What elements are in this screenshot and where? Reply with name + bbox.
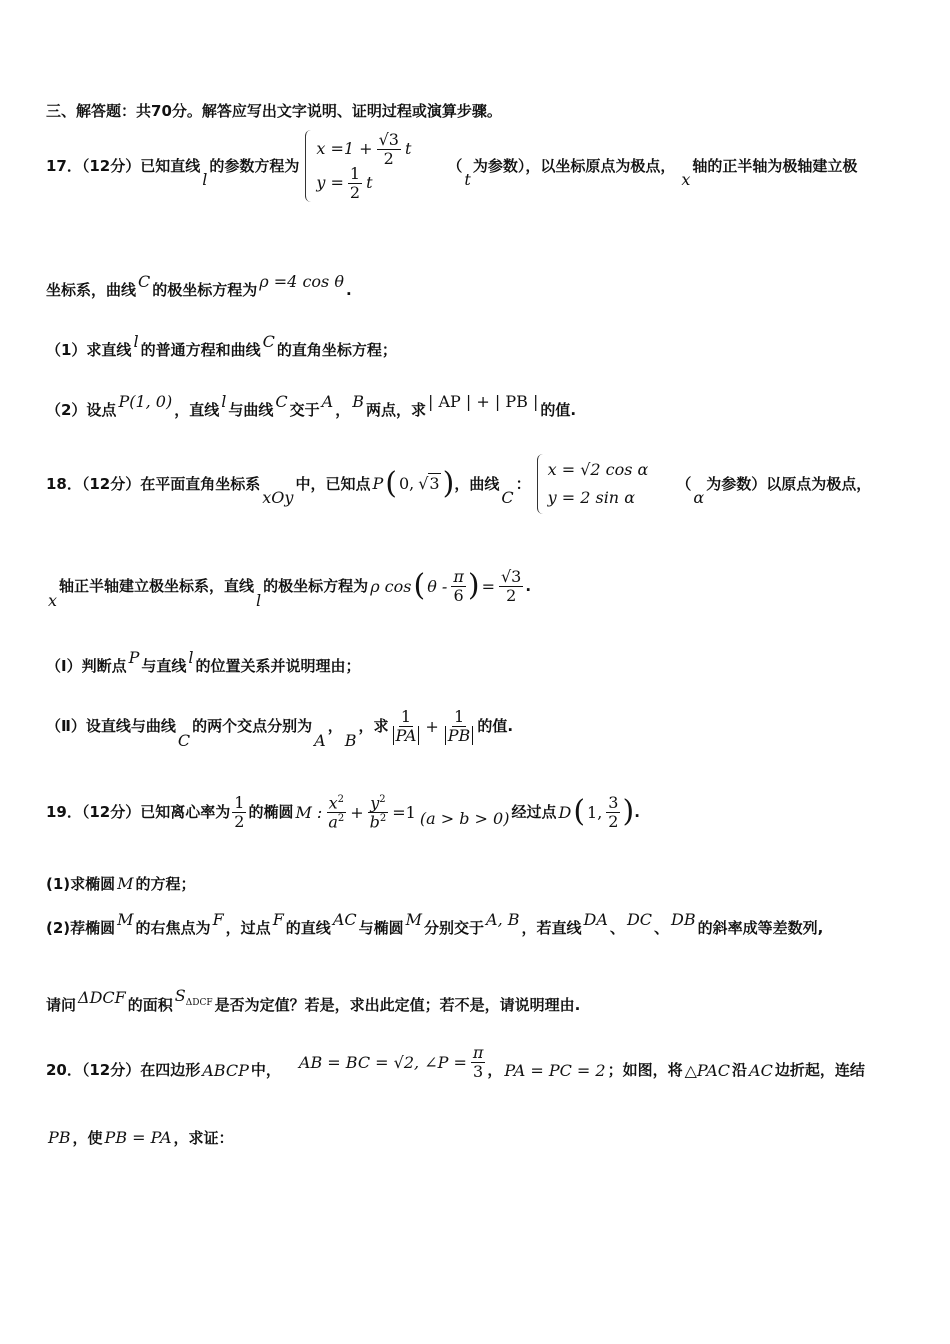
q18-l2-den: 2 <box>506 585 517 605</box>
q19-p3-S-sub: ΔDCF <box>185 998 213 1009</box>
q17-l2-text-c: . <box>345 280 352 299</box>
q17-var-x: x <box>681 170 691 190</box>
q19-condition: (a > b > 0) <box>419 808 510 828</box>
q19-p3-S: S <box>174 986 186 1005</box>
q18-point-P: P <box>372 474 384 494</box>
q19-p2-var-AB: A, B <box>486 910 520 929</box>
q18-l2-paren-open: ( <box>413 568 426 604</box>
q19-p2-text-i: 、 <box>654 918 670 937</box>
q18-sqrt-wrap: √3 <box>418 474 440 494</box>
q19-p2-text-a: (2)荐椭圆 <box>46 918 116 937</box>
q20-var-triangle-PAC: △PAC <box>684 1060 731 1080</box>
q17-frac-sqrt3-2 <box>377 131 401 167</box>
q19-a-sq: 2 <box>337 812 345 824</box>
q17-text-d: 为参数），以坐标原点为极点， <box>472 157 676 175</box>
q18-l2-theta: θ - <box>427 576 448 596</box>
q20-text-b: 中， <box>250 1061 281 1080</box>
q19-p3-text-c: 是否为定值？若是，求出此定值；若不是，请说明理由. <box>214 996 581 1015</box>
q19-p2-var-F: F <box>212 910 224 929</box>
q19-e-num: 1 <box>234 793 245 813</box>
q20-text-d: ；如图，将 <box>607 1061 683 1080</box>
q19-p2-text-j: 的斜率成等差数列, <box>697 918 824 937</box>
q17-p1-text-b: 的普通方程和曲线 <box>140 340 261 359</box>
q19-point-D: D <box>558 802 572 822</box>
q17-p2-var-C: C <box>275 392 288 411</box>
q19-p2-var-M: M <box>117 910 134 929</box>
q18-l2-frac-sqrt3-2 <box>499 568 523 604</box>
q17-p2-text-a: （2）设点 <box>46 400 117 419</box>
q19-y: y <box>370 793 380 813</box>
q20-var-ABCP: ABCP <box>202 1060 249 1080</box>
q18-p2-var-A: A <box>314 730 326 750</box>
q18-p2-text-d: ，求 <box>358 717 389 736</box>
q19-p2-var-DB: DB <box>671 910 696 929</box>
q19-b-sq: 2 <box>379 812 387 824</box>
q20-eq-PA-PC: PA = PC = 2 <box>504 1060 606 1080</box>
q19-y-sq: 2 <box>379 794 386 805</box>
q18-p2-one-b: 1 <box>453 707 465 726</box>
q19-frac-x2-a2 <box>326 794 346 831</box>
q18-text-a: 18．（12分）在平面直角坐标系 <box>46 475 261 493</box>
q17-p2-abs-expression: | AP | + | PB | <box>428 392 539 411</box>
q18-p2-frac-1-PB <box>443 708 476 744</box>
q18-p1-text-a: （Ⅰ）判断点 <box>46 656 127 675</box>
q18-l2-var-l: l <box>256 590 262 610</box>
q18-stem-line1 <box>46 454 871 514</box>
q18-p2-var-B: B <box>344 730 357 750</box>
q19-text-a: 19．（12分）已知离心率为 <box>46 803 231 822</box>
q18-p2-PB: PB <box>445 726 474 745</box>
q19-p2-text-g: ，若直线 <box>521 918 582 937</box>
q17-text-b: 的参数方程为 <box>209 157 300 175</box>
q18-l2-period: . <box>525 577 532 596</box>
q17-p2-text-b: ，直线 <box>174 400 220 419</box>
q17-p2-text-d: 交于 <box>289 400 320 419</box>
q19-part1 <box>46 874 196 893</box>
q18-p2-one-a: 1 <box>400 707 412 726</box>
q19-d-one: 1, <box>587 802 603 822</box>
q18-var-xOy: xOy <box>262 488 294 508</box>
q18-l2-text-a: 轴正半轴建立极坐标系，直线 <box>59 577 255 596</box>
q17-polar-equation: ρ =4 cos θ <box>259 272 344 291</box>
q20-var-PB: PB <box>48 1128 71 1147</box>
section-heading-text: 三、解答题：共70分。解答应写出文字说明、证明过程或演算步骤。 <box>46 102 502 120</box>
q18-p1-var-l: l <box>188 648 194 667</box>
q18-text-f: 为参数）以原点为极点， <box>706 475 872 493</box>
q19-frac-y2-b2 <box>368 794 389 831</box>
q17-param-system <box>305 130 417 202</box>
q18-l2-num: √3 <box>500 567 522 586</box>
q17-p2-text-g: 的值. <box>540 400 577 419</box>
q18-p2-text-c: ， <box>327 717 343 736</box>
q20-stem-line1 <box>46 1043 865 1088</box>
q18-p2-PA: PA <box>393 726 420 745</box>
q17-stem-line1 <box>46 130 857 202</box>
q20-text-f: 边折起，连结 <box>774 1061 865 1080</box>
q19-b: b <box>369 812 380 832</box>
q17-var-t: t <box>464 170 471 190</box>
q17-text-c: （ <box>447 157 463 175</box>
q19-p3-text-b: 的面积 <box>127 996 173 1015</box>
q19-part2 <box>46 910 824 937</box>
q20-frac-pi-3 <box>471 1044 486 1080</box>
q20-l2-text-b: ，求证： <box>173 1128 234 1147</box>
q19-frac-3-2 <box>606 794 620 830</box>
q17-stem-line2 <box>46 272 352 299</box>
q18-p2-plus: + <box>425 716 439 736</box>
q18-l2-six: 6 <box>453 585 464 605</box>
q17-frac2-den: 2 <box>349 182 361 202</box>
q20-eq-sides-angle: AB = BC = √2, ∠P = <box>298 1052 467 1072</box>
q17-part1 <box>46 332 397 359</box>
q19-x: x <box>328 793 338 813</box>
q18-text-c: ，曲线 <box>454 475 500 493</box>
q18-stem-line2 <box>46 567 532 610</box>
q17-eq-y-t: t <box>366 173 373 193</box>
q18-coord-zero: 0, <box>398 474 415 494</box>
q17-p2-text-c: 与曲线 <box>228 400 274 419</box>
q19-e-den: 2 <box>234 811 245 831</box>
q19-p2-var-AC: AC <box>332 910 357 929</box>
q17-l2-var-C: C <box>138 272 151 291</box>
q17-eq-y-lhs: y = <box>316 173 344 193</box>
q17-frac-1-2 <box>348 165 362 201</box>
q19-d-den: 2 <box>608 811 619 831</box>
q17-p2-point-P: P(1, 0) <box>118 392 173 411</box>
q20-pi: π <box>472 1043 484 1062</box>
q18-l2-paren-close: ) <box>467 568 480 604</box>
q18-p1-text-c: 的位置关系并说明理由； <box>195 656 361 675</box>
q18-l2-var-x: x <box>48 590 58 610</box>
q20-text-e: 沿 <box>732 1061 748 1080</box>
q18-p1-var-P: P <box>128 648 140 667</box>
q19-p2-var-M2: M <box>405 910 423 929</box>
q19-var-M: M : <box>295 802 323 822</box>
q19-p2-var-F2: F <box>272 910 284 929</box>
q19-text-b: 的椭圆 <box>248 803 294 822</box>
q18-var-alpha: α <box>693 488 705 508</box>
q18-l2-frac-pi-6 <box>451 568 466 604</box>
q19-p2-text-h: 、 <box>609 918 625 937</box>
q19-part2-line2 <box>46 986 581 1017</box>
q17-p2-var-l: l <box>221 392 227 411</box>
q19-a: a <box>328 812 338 832</box>
q18-sqrt-3: 3 <box>429 474 440 494</box>
q17-p2-text-f: 两点，求 <box>365 400 426 419</box>
q19-frac-e <box>232 794 246 830</box>
q20-l2-text-a: ，使 <box>72 1128 103 1147</box>
q19-paren-open: ( <box>573 794 586 830</box>
q19-stem-line1 <box>46 794 640 831</box>
q18-sys-x: x = √2 cos α <box>547 460 649 480</box>
q18-p1-text-b: 与直线 <box>141 656 187 675</box>
q19-p2-var-DC: DC <box>626 910 653 929</box>
q20-three: 3 <box>473 1061 484 1081</box>
q20-var-AC: AC <box>749 1060 773 1080</box>
q19-d-num: 3 <box>608 793 619 813</box>
q17-eq-x-lhs: x =1 + <box>316 139 373 159</box>
q19-text-d: . <box>634 803 640 822</box>
q17-p1-text-c: 的直角坐标方程； <box>276 340 397 359</box>
q19-p2-text-c: ，过点 <box>225 918 271 937</box>
q18-p2-frac-1-PA <box>391 708 422 744</box>
q18-text-b: 中，已知点 <box>295 475 371 493</box>
q17-frac2-num: 1 <box>349 163 361 183</box>
q17-l2-text-b: 的极坐标方程为 <box>152 280 258 299</box>
q18-param-system <box>537 454 655 514</box>
q18-var-C: C <box>501 488 514 508</box>
q20-stem-line2 <box>46 1128 234 1147</box>
q19-paren-close: ) <box>622 794 635 830</box>
q17-frac-num: √3 <box>378 129 399 149</box>
q18-l2-pi: π <box>453 567 464 586</box>
q18-p2-text-a: （Ⅱ）设直线与曲线 <box>46 717 176 736</box>
q17-eq-x-t: t <box>404 139 412 159</box>
q19-x-sq: 2 <box>337 794 344 805</box>
q19-p3-text-a: 请问 <box>46 996 77 1015</box>
q20-text-a: 20．（12分）在四边形 <box>46 1061 201 1080</box>
q17-param-eq-y <box>314 163 413 202</box>
q19-p2-var-DA: DA <box>583 910 608 929</box>
q19-p2-text-f: 分别交于 <box>424 918 485 937</box>
q17-p2-var-A: A <box>321 392 334 411</box>
q17-text-a: 17．（12分）已知直线 <box>46 157 201 175</box>
q18-l2-rho-cos: ρ cos <box>370 576 412 596</box>
q17-text-e: 轴的正半轴为极轴建立极 <box>692 157 858 175</box>
q19-p2-text-b: 的右焦点为 <box>135 918 211 937</box>
q18-part2 <box>46 707 514 750</box>
q17-frac-den: 2 <box>383 148 394 168</box>
q20-text-c: ， <box>487 1061 503 1080</box>
q18-text-e: （ <box>676 475 692 493</box>
q17-p1-text-a: （1）求直线 <box>46 340 132 359</box>
q19-p1-text-a: (1)求椭圆 <box>46 874 116 893</box>
q17-p2-text-e: ， <box>335 400 351 419</box>
q18-text-d: ： <box>515 475 531 493</box>
q19-p3-triangle: ΔDCF <box>78 987 126 1007</box>
q17-p1-var-C: C <box>262 332 275 351</box>
q18-sys-y: y = 2 sin α <box>547 488 635 508</box>
q19-p1-text-b: 的方程； <box>135 874 196 893</box>
q18-paren-close: ) <box>442 466 455 501</box>
q19-p3-area <box>175 986 213 1009</box>
q17-p2-var-B: B <box>352 392 364 411</box>
q17-p1-var-l: l <box>133 332 139 351</box>
q17-l2-text-a: 坐标系，曲线 <box>46 280 137 299</box>
q18-paren-open: ( <box>385 466 397 501</box>
q18-p2-text-e: 的值. <box>477 717 514 736</box>
q19-plus: + <box>350 802 364 822</box>
q19-text-c: 经过点 <box>511 803 557 822</box>
q20-eq-PB-PA: PB = PA <box>104 1128 172 1147</box>
q17-var-l: l <box>202 170 208 190</box>
q18-p2-var-C: C <box>177 730 191 750</box>
q19-p2-text-d: 的直线 <box>285 918 331 937</box>
q17-param-eq-x <box>314 129 413 168</box>
q18-part1 <box>46 648 361 675</box>
section-heading <box>46 102 502 120</box>
q17-part2 <box>46 392 577 419</box>
q18-l2-equals: = <box>481 576 495 596</box>
q18-p2-text-b: 的两个交点分别为 <box>192 717 313 736</box>
q19-p1-var-M: M <box>117 874 134 893</box>
q19-p2-text-e: 与椭圆 <box>358 918 404 937</box>
q18-l2-text-b: 的极坐标方程为 <box>263 577 369 596</box>
q19-equals-one: =1 <box>392 802 416 822</box>
